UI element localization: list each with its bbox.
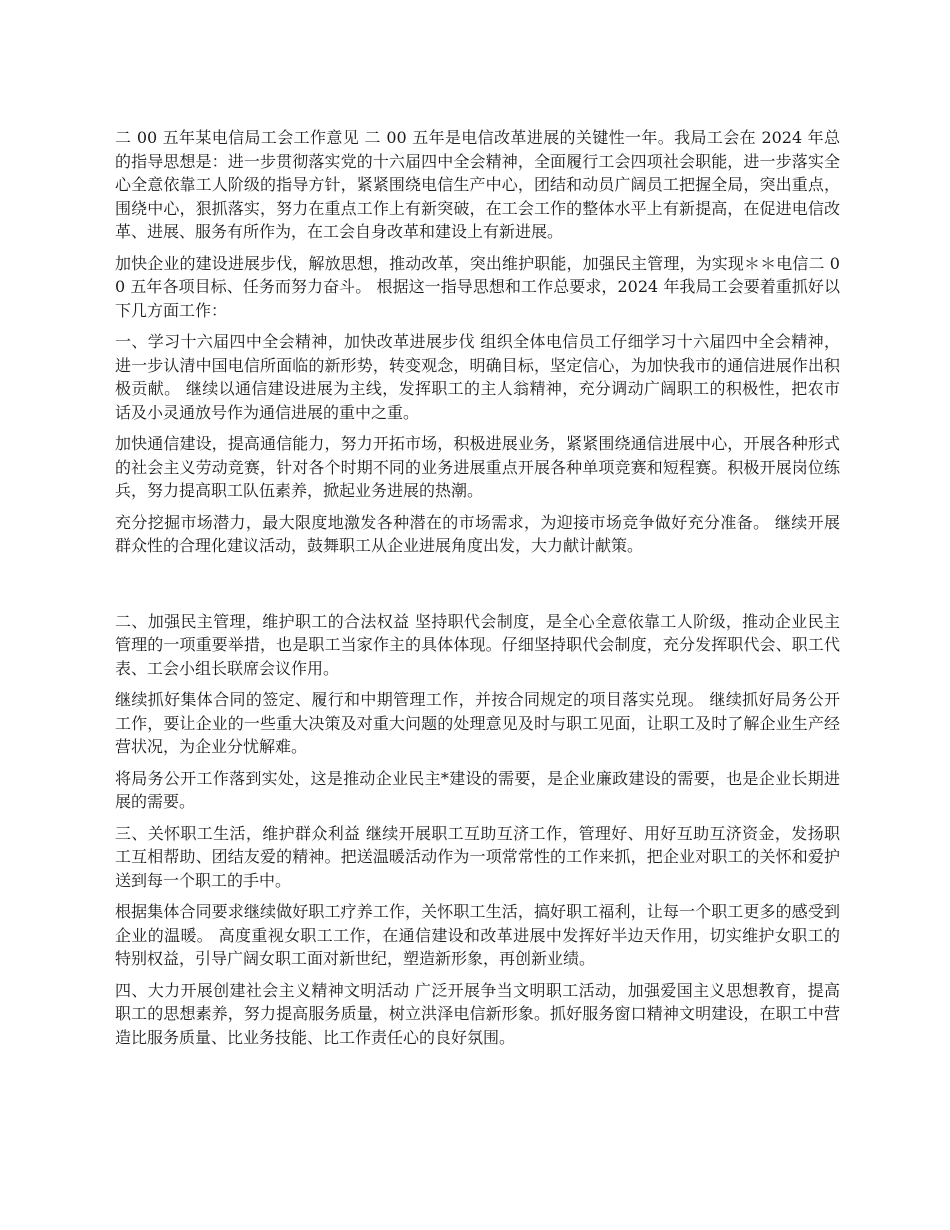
paragraph-market-potential: 充分挖掘市场潜力，最大限度地激发各种潜在的市场需求，为迎接市场竞争做好充分准备。 继续开展群众性的合理化建议活动，鼓舞职工从企业进展角度出发，大力献计献策。 bbox=[115, 512, 840, 555]
paragraph-employee-welfare: 根据集体合同要求继续做好职工疗养工作，关怀职工生活，搞好职工福利，让每一个职工更多的感受到企业的温暖。 高度重视女职工工作，在通信建设和改革进展中发挥好半边天作用，切实维护女职工的特别权益，引导广阔女职工面对新世纪，塑造新形象，再创新业绩。 bbox=[115, 902, 840, 968]
paragraph-section-one: 一、学习十六届四中全会精神，加快改革进展步伐 组织全体电信员工仔细学习十六届四中全会精神，进一步认清中国电信所面临的新形势，转变观念，明确目标，坚定信心，为加快我市的通信进展作出积极贡献。 继续以通信建设进展为主线，发挥职工的主人翁精神，充分调动广阔职工的积极性，把农市话及小灵通放号作为通信进展的重中之重。 bbox=[115, 332, 840, 422]
paragraph-section-three: 三、关怀职工生活，维护群众利益 继续开展职工互助互济工作，管理好、用好互助互济资金，发扬职工互相帮助、团结友爱的精神。把送温暖活动作为一项常常性的工作来抓，把企业对职工的关怀和爱护送到每一个职工的手中。 bbox=[115, 823, 840, 890]
paragraph-intro: 二 00 五年某电信局工会工作意见 二 00 五年是电信改革进展的关键性一年。我局工会在 2024 年总的指导思想是：进一步贯彻落实党的十六届四中全会精神，全面履行工会四项社会职能，进一步落实全心全意依靠工人阶级的指导方针，紧紧围绕电信生产中心，团结和动员广阔员工把握全局，突出重点，围绕中心，狠抓落实，努力在重点工作上有新突破，在工会工作的整体水平上有新提高，在促进电信改革、进展、服务有所作为，在工会自身改革和建设上有新进展。 bbox=[115, 128, 840, 241]
document-body bbox=[115, 126, 840, 1057]
paragraph-section-two: 二、加强民主管理，维护职工的合法权益 坚持职代会制度，是全心全意依靠工人阶级，推动企业民主管理的一项重要举措，也是职工当家作主的具体体现。仔细坚持职代会制度，充分发挥职代会、职工代表、工会小组长联席会议作用。 bbox=[115, 611, 840, 678]
section-spacer bbox=[115, 566, 840, 610]
paragraph-guiding-ideology: 加快企业的建设进展步伐，解放思想，推动改革，突出维护职能，加强民主管理，为实现＊＊电信二 00 五年各项目标、任务而努力奋斗。 根据这一指导思想和工作总要求，2024 年我局工会要着重抓好以下几方面工作： bbox=[115, 253, 840, 320]
paragraph-affairs-disclosure: 将局务公开工作落到实处，这是推动企业民主*建设的需要，是企业廉政建设的需要，也是企业长期进展的需要。 bbox=[115, 768, 840, 811]
paragraph-communication-construction: 加快通信建设，提高通信能力，努力开拓市场，积极进展业务，紧紧围绕通信进展中心，开展各种形式的社会主义劳动竞赛，针对各个时期不同的业务进展重点开展各种单项竞赛和短程赛。积极开展岗位练兵，努力提高职工队伍素养，掀起业务进展的热潮。 bbox=[115, 434, 840, 500]
paragraph-collective-contract: 继续抓好集体合同的签定、履行和中期管理工作，并按合同规定的项目落实兑现。 继续抓好局务公开工作，要让企业的一些重大决策及对重大问题的处理意见及时与职工见面，让职工及时了解企业生产经营状况，为企业分忧解难。 bbox=[115, 690, 840, 756]
paragraph-section-four: 四、大力开展创建社会主义精神文明活动 广泛开展争当文明职工活动，加强爱国主义思想教育，提高职工的思想素养，努力提高服务质量，树立洪泽电信新形象。抓好服务窗口精神文明建设，在职工中营造比服务质量、比业务技能、比工作责任心的良好氛围。 bbox=[115, 980, 840, 1047]
